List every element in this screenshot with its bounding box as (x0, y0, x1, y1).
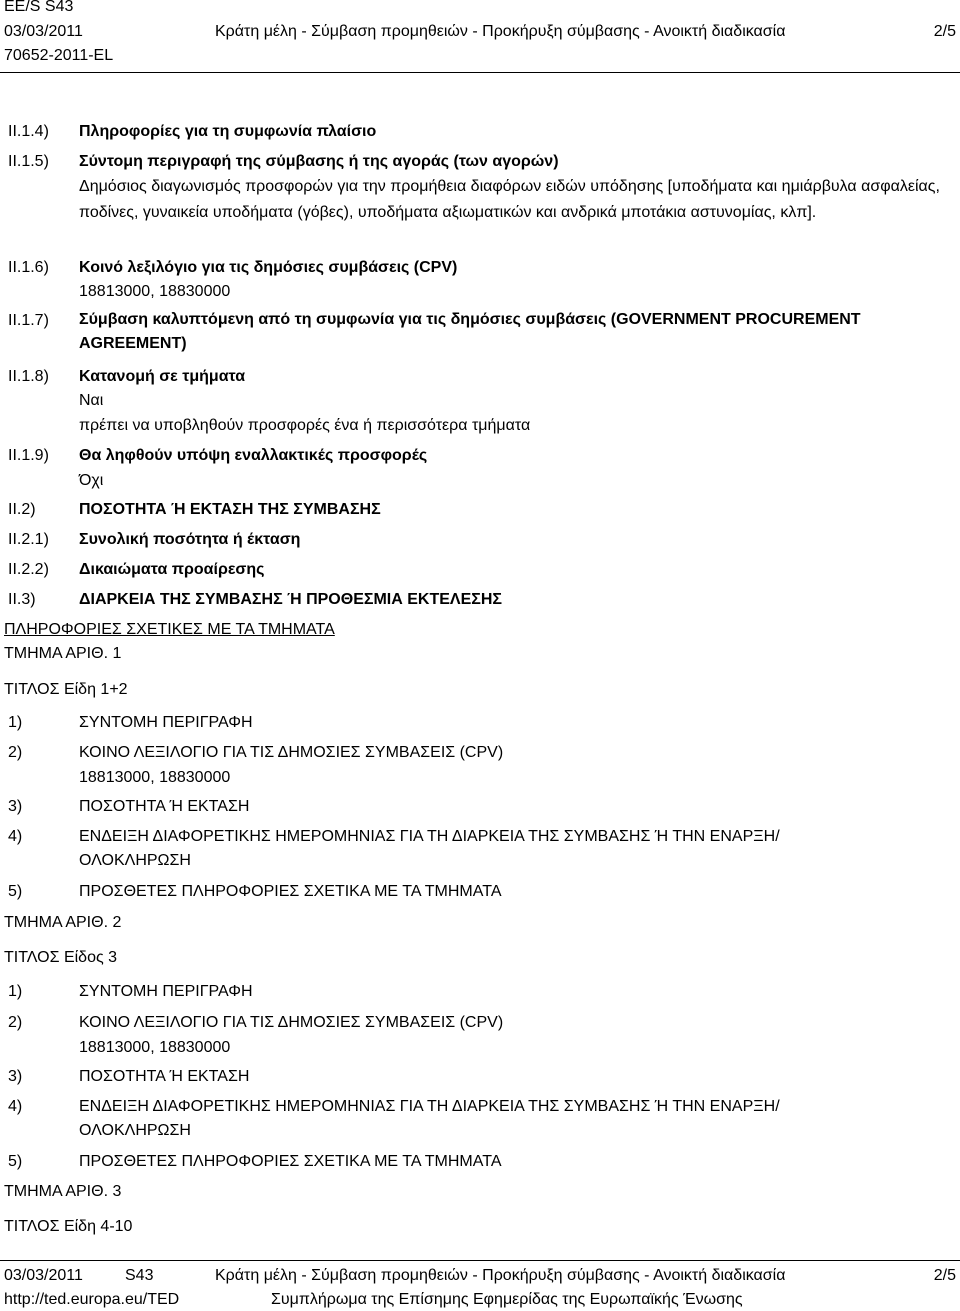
section-label: ΠΟΣΟΤΗΤΑ Ή ΕΚΤΑΣΗ ΤΗΣ ΣΥΜΒΑΣΗΣ (79, 501, 381, 518)
footer-page: 2/5 (933, 1267, 956, 1284)
footer-code: S43 (125, 1267, 154, 1284)
section-number: II.1.9) (8, 447, 49, 464)
section-text: 18813000, 18830000 (79, 283, 231, 300)
header-date: 03/03/2011 (4, 23, 83, 40)
section-label: Σύντομη περιγραφή της σύμβασης ή της αγοράς (των αγορών) (79, 153, 559, 170)
lot-number: ΤΜΗΜΑ ΑΡΙΘ. 3 (4, 1183, 122, 1200)
lot-number: ΤΜΗΜΑ ΑΡΙΘ. 1 (4, 645, 122, 662)
footer-supplement: Συμπλήρωμα της Επίσημης Εφημερίδας της Ευρωπαϊκής Ένωσης (271, 1291, 743, 1308)
section-number: II.2) (8, 501, 36, 518)
section-number: II.1.8) (8, 368, 49, 385)
lot-item-number: 3) (8, 798, 23, 815)
lot-item-label: ΣΥΝΤΟΜΗ ΠΕΡΙΓΡΑΦΗ (79, 983, 253, 1000)
section-label: Θα ληφθούν υπόψη εναλλακτικές προσφορές (79, 447, 428, 464)
section-number: II.1.4) (8, 123, 49, 140)
section-label: Κοινό λεξιλόγιο για τις δημόσιες συμβάσεις (CPV) (79, 259, 458, 276)
lot-item-text: 18813000, 18830000 (79, 1039, 231, 1056)
lot-item-number: 4) (8, 1098, 23, 1115)
section-text: Δημόσιος διαγωνισμός προσφορών για την προμήθεια διαφόρων ειδών υπόδησης [υποδήματα και ημιάρβυλα ασφαλείας, ποδίνες, γυναικεία υποδήματα (γόβες), υποδήματα αξιωματικών και ανδρικά μποτάκια αστυνομίας, κλπ]. (79, 178, 940, 221)
lot-item-label: ΚΟΙΝΟ ΛΕΞΙΛΟΓΙΟ ΓΙΑ ΤΙΣ ΔΗΜΟΣΙΕΣ ΣΥΜΒΑΣΕΙΣ (CPV) (79, 1014, 504, 1031)
section-number: II.3) (8, 591, 36, 608)
lot-item-label: ΠΟΣΟΤΗΤΑ Ή ΕΚΤΑΣΗ (79, 798, 250, 815)
section-label: Δικαιώματα προαίρεσης (79, 561, 265, 578)
lot-title: ΤΙΤΛΟΣ Είδη 4-10 (4, 1218, 133, 1235)
section-text: Ναι (79, 392, 104, 409)
lot-item-number: 2) (8, 1014, 23, 1031)
lot-item-label: ΠΡΟΣΘΕΤΕΣ ΠΛΗΡΟΦΟΡΙΕΣ ΣΧΕΤΙΚΑ ΜΕ ΤΑ ΤΜΗΜΑΤΑ (79, 1153, 502, 1170)
lot-item-label: ΕΝΔΕΙΞΗ ΔΙΑΦΟΡΕΤΙΚΗΣ ΗΜΕΡΟΜΗΝΙΑΣ ΓΙΑ ΤΗ ΔΙΑΡΚΕΙΑ ΤΗΣ ΣΥΜΒΑΣΗΣ Ή ΤΗΝ ΕΝΑΡΞΗ/ ΟΛΟΚΛΗΡΩΣΗ (79, 828, 780, 869)
lots-heading: ΠΛΗΡΟΦΟΡΙΕΣ ΣΧΕΤΙΚΕΣ ΜΕ ΤΑ ΤΜΗΜΑΤΑ (4, 621, 335, 638)
footer-divider (0, 1260, 960, 1261)
lot-item-number: 1) (8, 983, 23, 1000)
lot-item-number: 2) (8, 744, 23, 761)
section-label: Συνολική ποσότητα ή έκταση (79, 531, 301, 548)
header-page: 2/5 (933, 23, 956, 40)
doc-code: EE/S S43 (4, 0, 74, 15)
section-label: Κατανομή σε τμήματα (79, 368, 246, 385)
footer-date: 03/03/2011 (4, 1267, 83, 1284)
lot-item-number: 1) (8, 714, 23, 731)
footer-title: Κράτη μέλη - Σύμβαση προμηθειών - Προκήρυξη σύμβασης - Ανοικτή διαδικασία (215, 1267, 786, 1284)
lot-item-number: 5) (8, 1153, 23, 1170)
lot-item-number: 3) (8, 1068, 23, 1085)
lot-item-label: ΚΟΙΝΟ ΛΕΞΙΛΟΓΙΟ ΓΙΑ ΤΙΣ ΔΗΜΟΣΙΕΣ ΣΥΜΒΑΣΕΙΣ (CPV) (79, 744, 504, 761)
section-number: II.1.7) (8, 312, 49, 329)
lot-title: ΤΙΤΛΟΣ Είδος 3 (4, 949, 118, 966)
lot-item-label: ΠΡΟΣΘΕΤΕΣ ΠΛΗΡΟΦΟΡΙΕΣ ΣΧΕΤΙΚΑ ΜΕ ΤΑ ΤΜΗΜΑΤΑ (79, 883, 502, 900)
lot-item-label: ΣΥΝΤΟΜΗ ΠΕΡΙΓΡΑΦΗ (79, 714, 253, 731)
section-text: Όχι (79, 472, 104, 489)
footer-url[interactable]: http://ted.europa.eu/TED (4, 1291, 180, 1308)
header-doc-id: 70652-2011-EL (4, 47, 114, 64)
lot-item-text: 18813000, 18830000 (79, 769, 231, 786)
section-text: πρέπει να υποβληθούν προσφορές ένα ή περισσότερα τμήματα (79, 417, 531, 434)
lot-number: ΤΜΗΜΑ ΑΡΙΘ. 2 (4, 914, 122, 931)
header-title: Κράτη μέλη - Σύμβαση προμηθειών - Προκήρυξη σύμβασης - Ανοικτή διαδικασία (215, 23, 786, 40)
section-number: II.1.6) (8, 259, 49, 276)
lot-title: ΤΙΤΛΟΣ Είδη 1+2 (4, 681, 128, 698)
section-label: ΔΙΑΡΚΕΙΑ ΤΗΣ ΣΥΜΒΑΣΗΣ Ή ΠΡΟΘΕΣΜΙΑ ΕΚΤΕΛΕΣΗΣ (79, 591, 503, 608)
lot-item-number: 5) (8, 883, 23, 900)
section-number: II.2.1) (8, 531, 49, 548)
lot-item-label: ΕΝΔΕΙΞΗ ΔΙΑΦΟΡΕΤΙΚΗΣ ΗΜΕΡΟΜΗΝΙΑΣ ΓΙΑ ΤΗ ΔΙΑΡΚΕΙΑ ΤΗΣ ΣΥΜΒΑΣΗΣ Ή ΤΗΝ ΕΝΑΡΞΗ/ ΟΛΟΚΛΗΡΩΣΗ (79, 1098, 780, 1139)
section-label: Πληροφορίες για τη συμφωνία πλαίσιο (79, 123, 377, 140)
lot-item-number: 4) (8, 828, 23, 845)
section-number: II.2.2) (8, 561, 49, 578)
section-number: II.1.5) (8, 153, 49, 170)
header-divider (0, 72, 960, 73)
lot-item-label: ΠΟΣΟΤΗΤΑ Ή ΕΚΤΑΣΗ (79, 1068, 250, 1085)
section-label: Σύμβαση καλυπτόμενη από τη συμφωνία για τις δημόσιες συμβάσεις (GOVERNMENT PROCUREMENT AGREEMENT) (79, 311, 861, 352)
